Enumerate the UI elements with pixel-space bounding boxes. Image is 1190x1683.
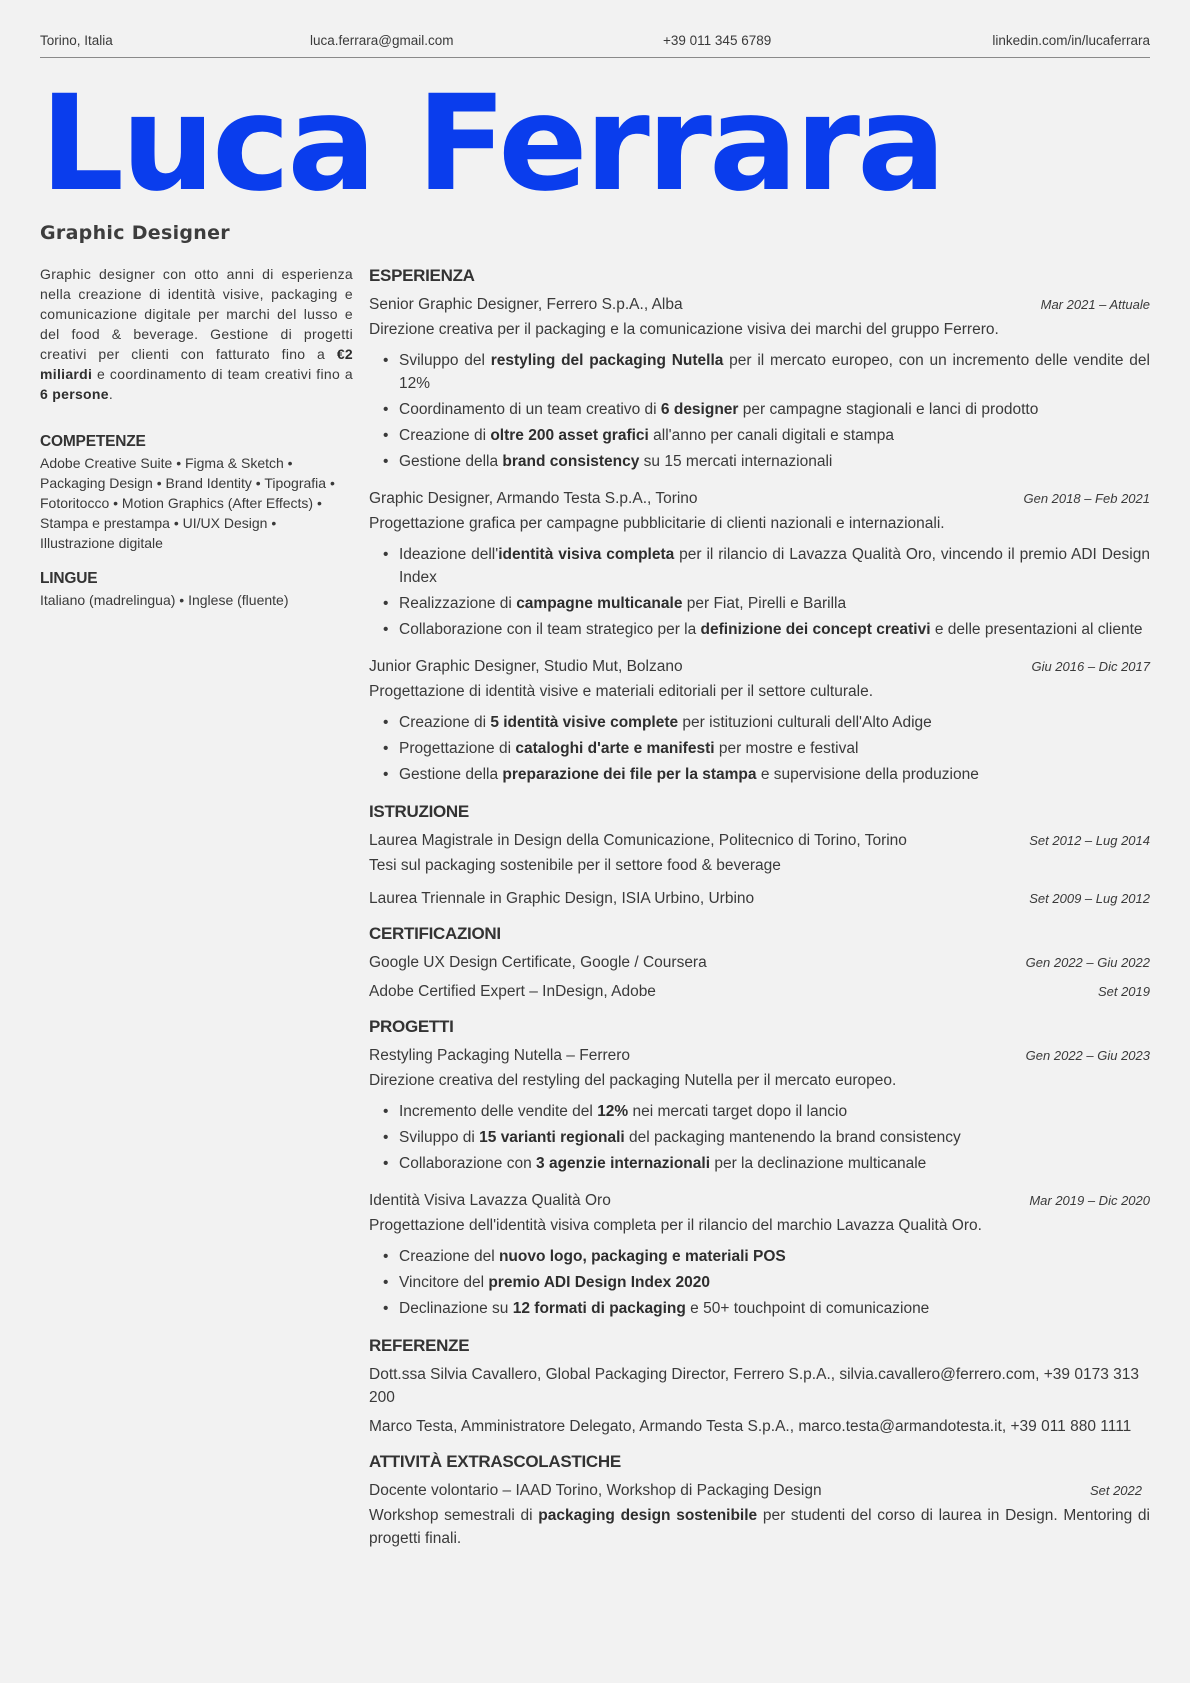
entry-title: Laurea Magistrale in Design della Comunicazione, Politecnico di Torino, Torino: [369, 832, 907, 849]
contact-location: Torino, Italia: [40, 33, 113, 48]
bullet-item: • Progettazione di cataloghi d'arte e manifesti per mostre e festival: [399, 737, 1150, 760]
entry-date: Gen 2022 – Giu 2022: [1025, 955, 1150, 970]
entry-date: Set 2022: [1089, 1483, 1142, 1498]
experience-entry: [369, 293, 1150, 473]
experience-entry: [369, 487, 1150, 641]
reference-entry: Marco Testa, Amministratore Delegato, Armando Testa S.p.A., marco.testa@armandotesta.it, +39 011 880 1111: [369, 1418, 1132, 1435]
entry-date: Gen 2018 – Feb 2021: [1023, 491, 1150, 506]
bullet-item: • Realizzazione di campagne multicanale per Fiat, Pirelli e Barilla: [399, 592, 1150, 615]
entry-title: Laurea Triennale in Graphic Design, ISIA Urbino, Urbino: [369, 890, 755, 907]
entry-title: Restyling Packaging Nutella – Ferrero: [369, 1047, 631, 1064]
bullet-list: [369, 349, 1150, 473]
education-heading: ISTRUZIONE: [369, 802, 469, 821]
entry-date: Gen 2022 – Giu 2023: [1025, 1048, 1150, 1063]
bullet-list: [369, 1245, 1150, 1320]
entry-description: Progettazione grafica per campagne pubblicitarie di clienti nazionali e internazionali.: [369, 515, 945, 532]
summary: [40, 264, 353, 404]
summary-text: e coordinamento di team creativi fino a: [92, 366, 353, 382]
education-section: [369, 800, 1150, 910]
entry-description: Workshop semestrali di packaging design sostenibile per studenti del corso di laurea in Design. Mentoring di progetti finali.: [369, 1507, 1150, 1547]
references-heading: REFERENZE: [369, 1336, 470, 1355]
certifications-section: [369, 922, 1150, 1003]
experience-entry: [369, 655, 1150, 786]
bullet-item: • Gestione della brand consistency su 15 mercati internazionali: [399, 450, 1150, 473]
extracurricular-section: [369, 1450, 1150, 1550]
entry-description: Tesi sul packaging sostenibile per il settore food & beverage: [369, 857, 781, 874]
bullet-item: • Gestione della preparazione dei file per la stampa e supervisione della produzione: [399, 763, 1150, 786]
bullet-item: • Sviluppo del restyling del packaging Nutella per il mercato europeo, con un incremento delle vendite del 12%: [399, 349, 1150, 395]
bullet-item: • Collaborazione con 3 agenzie internazionali per la declinazione multicanale: [399, 1152, 1150, 1175]
entry-title: Adobe Certified Expert – InDesign, Adobe: [369, 983, 656, 1000]
bullet-list: [369, 543, 1150, 641]
summary-text: .: [108, 386, 114, 402]
bullet-item: • Creazione di 5 identità visive complete per istituzioni culturali dell'Alto Adige: [399, 711, 1150, 734]
experience-section: [369, 264, 1150, 786]
certifications-heading: CERTIFICAZIONI: [369, 924, 501, 943]
entry-description: Direzione creativa per il packaging e la comunicazione visiva dei marchi del gruppo Ferrero.: [369, 321, 999, 338]
skills-list: Adobe Creative Suite • Figma & Sketch • Packaging Design • Brand Identity • Tipografia • Fotoritocco • Motion Graphics (After Effects) • Stampa e prestampa • UI/UX Design • Illustrazione digitale: [40, 455, 335, 551]
projects-heading: PROGETTI: [369, 1017, 454, 1036]
bullet-item: • Collaborazione con il team strategico per la definizione dei concept creativi e delle presentazioni al cliente: [399, 618, 1150, 641]
entry-description: Progettazione dell'identità visiva completa per il rilancio del marchio Lavazza Qualità Oro.: [369, 1217, 982, 1234]
contact-bar: [40, 31, 1150, 58]
certification-entry: [369, 951, 1150, 974]
summary-highlight: 6 persone: [40, 386, 109, 402]
bullet-item: • Incremento delle vendite del 12% nei mercati target dopo il lancio: [399, 1100, 1150, 1123]
entry-title: Docente volontario – IAAD Torino, Workshop di Packaging Design: [369, 1482, 822, 1499]
bullet-list: [369, 1100, 1150, 1175]
main-content: [369, 264, 1150, 1564]
experience-heading: ESPERIENZA: [369, 266, 475, 285]
bullet-item: • Declinazione su 12 formati di packaging e 50+ touchpoint di comunicazione: [399, 1297, 1150, 1320]
languages-heading: LINGUE: [40, 570, 98, 587]
candidate-name: Luca Ferrara: [40, 67, 944, 221]
languages-list: Italiano (madrelingua) • Inglese (fluente): [40, 592, 289, 608]
sidebar: [40, 264, 353, 610]
entry-date: Set 2019: [1097, 984, 1150, 999]
education-entry: [369, 829, 1150, 877]
bullet-item: • Vincitore del premio ADI Design Index 2020: [399, 1271, 1150, 1294]
projects-section: [369, 1015, 1150, 1320]
contact-linkedin[interactable]: linkedin.com/in/lucaferrara: [992, 33, 1150, 48]
bullet-list: [369, 711, 1150, 786]
references-section: [369, 1334, 1150, 1438]
bullet-item: • Sviluppo di 15 varianti regionali del packaging mantenendo la brand consistency: [399, 1126, 1150, 1149]
reference-entry: Dott.ssa Silvia Cavallero, Global Packaging Director, Ferrero S.p.A., silvia.cavallero@ferrero.com, +39 0173 313 200: [369, 1366, 1139, 1406]
skills-heading: COMPETENZE: [40, 433, 146, 450]
bullet-item: • Creazione di oltre 200 asset grafici all'anno per canali digitali e stampa: [399, 424, 1150, 447]
entry-title: Identità Visiva Lavazza Qualità Oro: [369, 1192, 611, 1209]
extracurricular-entry: [369, 1479, 1150, 1550]
contact-phone[interactable]: +39 011 345 6789: [663, 33, 772, 48]
bullet-item: • Ideazione dell'identità visiva completa per il rilancio di Lavazza Qualità Oro, vincendo il premio ADI Design Index: [399, 543, 1150, 589]
entry-title: Senior Graphic Designer, Ferrero S.p.A., Alba: [369, 296, 683, 313]
bullet-item: • Creazione del nuovo logo, packaging e materiali POS: [399, 1245, 1150, 1268]
project-entry: [369, 1189, 1150, 1320]
entry-description: Progettazione di identità visive e materiali editoriali per il settore culturale.: [369, 683, 873, 700]
entry-title: Google UX Design Certificate, Google / Coursera: [369, 954, 707, 971]
certification-entry: [369, 980, 1150, 1003]
entry-date: Set 2012 – Lug 2014: [1029, 833, 1150, 848]
summary-highlight: €2 miliardi: [40, 346, 353, 382]
bullet-item: • Coordinamento di un team creativo di 6 designer per campagne stagionali e lanci di prodotto: [399, 398, 1150, 421]
education-entry: [369, 887, 1150, 910]
summary-text: Graphic designer con otto anni di esperienza nella creazione di identità visive, packaging e comunicazione digitale per marchi del lusso e del food & beverage. Gestione di progetti creativi per clienti con fatturato fino a: [40, 266, 353, 362]
entry-date: Giu 2016 – Dic 2017: [1031, 659, 1150, 674]
project-entry: [369, 1044, 1150, 1175]
extracurricular-heading: ATTIVITÀ EXTRASCOLASTICHE: [369, 1452, 621, 1471]
entry-date: Set 2009 – Lug 2012: [1029, 891, 1150, 906]
contact-email[interactable]: luca.ferrara@gmail.com: [310, 33, 454, 48]
entry-title: Junior Graphic Designer, Studio Mut, Bolzano: [369, 658, 683, 675]
candidate-role: Graphic Designer: [40, 222, 230, 244]
entry-date: Mar 2021 – Attuale: [1040, 297, 1150, 312]
entry-title: Graphic Designer, Armando Testa S.p.A., Torino: [369, 490, 698, 507]
entry-description: Direzione creativa del restyling del packaging Nutella per il mercato europeo.: [369, 1072, 897, 1089]
entry-date: Mar 2019 – Dic 2020: [1029, 1193, 1150, 1208]
